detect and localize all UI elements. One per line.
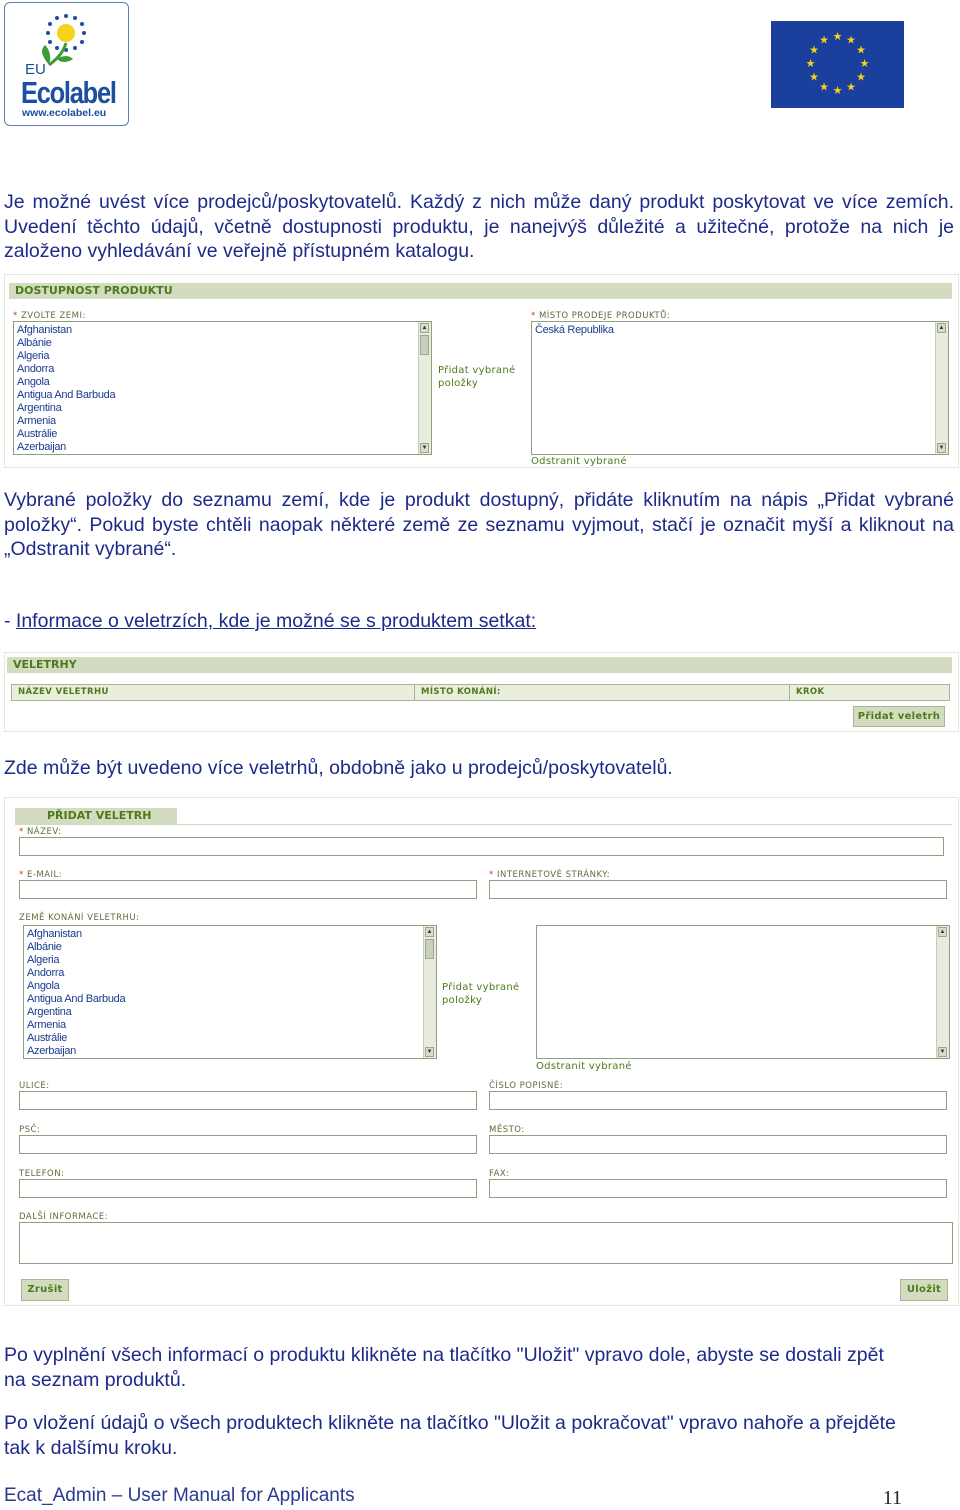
number-input[interactable]	[489, 1091, 947, 1110]
fair-country-scrollbar[interactable]	[423, 926, 436, 1058]
list-item[interactable]: Azerbaijan	[27, 1045, 76, 1057]
selected-listbox[interactable]	[531, 321, 949, 455]
name-input[interactable]	[19, 837, 944, 856]
list-item[interactable]: Antigua And Barbuda	[27, 993, 126, 1005]
add-fair-button[interactable]: Přidat veletrh	[853, 706, 945, 727]
name-label: * NÁZEV:	[19, 827, 62, 837]
country-scrollbar[interactable]	[418, 322, 431, 454]
scroll-up-icon[interactable]: ▲	[426, 929, 433, 935]
number-label: ČÍSLO POPISNÉ:	[489, 1081, 564, 1091]
availability-screenshot	[4, 274, 959, 468]
email-input[interactable]	[19, 880, 477, 899]
info-textarea[interactable]	[19, 1222, 953, 1264]
phone-input[interactable]	[19, 1179, 477, 1198]
list-item[interactable]: Česká Republika	[535, 324, 614, 336]
fair-selected-scrollbar[interactable]	[936, 926, 949, 1058]
svg-text:★: ★	[805, 57, 816, 70]
save-paragraph: Po vyplnění všech informací o produktu klikněte na tlačítko "Uložit" vpravo dole, abyste se dostali zpět na seznam produktů.	[4, 1344, 884, 1391]
web-input[interactable]	[489, 880, 947, 899]
fair-country-listbox[interactable]	[23, 925, 437, 1059]
list-item[interactable]: Andorra	[27, 967, 65, 979]
list-item[interactable]: Antigua And Barbuda	[17, 389, 116, 401]
country-listbox[interactable]	[13, 321, 432, 455]
svg-text:★: ★	[809, 43, 819, 57]
fairs-screenshot	[4, 652, 959, 732]
list-item[interactable]: Albánie	[27, 941, 62, 953]
choose-country-label: * ZVOLTE ZEMI:	[13, 311, 86, 321]
phone-label: TELEFON:	[19, 1169, 65, 1179]
fair-country-options	[24, 926, 436, 1058]
scroll-thumb[interactable]	[425, 939, 434, 959]
fax-input[interactable]	[489, 1179, 947, 1198]
selected-places-label: * MÍSTO PRODEJE PRODUKTŮ:	[531, 311, 671, 321]
remove-selected-link[interactable]: Odstranit vybrané	[531, 456, 627, 467]
fair-add-selected-link[interactable]: Přidat vybrané položky	[442, 982, 520, 1006]
list-item[interactable]: Angola	[27, 980, 60, 992]
fax-label: FAX:	[489, 1169, 510, 1179]
scroll-thumb[interactable]	[420, 335, 429, 355]
web-label: * INTERNETOVÉ STRÁNKY:	[489, 870, 611, 880]
list-item[interactable]: Austrálie	[17, 428, 58, 440]
scroll-down-icon[interactable]: ▼	[938, 445, 945, 451]
zip-label: PSČ:	[19, 1125, 41, 1135]
add-fair-screenshot	[4, 797, 959, 1306]
svg-text:★: ★	[832, 84, 843, 97]
continue-paragraph: Po vložení údajů o všech produktech klikněte na tlačítko "Uložit a pokračovat" vpravo nahoře a přejděte tak k dalšímu kroku.	[4, 1412, 896, 1459]
scroll-up-icon[interactable]: ▲	[421, 325, 428, 331]
logo-url: www.ecolabel.eu	[22, 107, 107, 119]
eu-flag	[771, 21, 904, 108]
availability-header: DOSTUPNOST PRODUKTU	[9, 283, 952, 299]
selected-options	[532, 322, 948, 337]
scroll-up-icon[interactable]: ▲	[938, 325, 945, 331]
svg-text:★: ★	[846, 80, 856, 94]
list-item[interactable]: Afghanistan	[17, 324, 72, 336]
list-item[interactable]: Austrálie	[27, 1032, 68, 1044]
svg-text:★: ★	[859, 57, 870, 70]
list-item[interactable]: Afghanistan	[27, 928, 82, 940]
fairs-intro: - Informace o veletrzích, kde je možné se s produktem setkat:	[4, 610, 537, 632]
cancel-button[interactable]: Zrušit	[21, 1279, 69, 1301]
countries-label: ZEMĚ KONÁNÍ VELETRHU:	[19, 913, 140, 923]
city-label: MĚSTO:	[489, 1125, 525, 1135]
ecolabel-logo	[4, 2, 129, 126]
list-item[interactable]: Albánie	[17, 337, 52, 349]
fair-place-column: MÍSTO KONÁNÍ:	[415, 685, 790, 700]
zip-input[interactable]	[19, 1135, 477, 1154]
country-options	[14, 322, 431, 454]
header-rule	[15, 824, 952, 825]
list-item[interactable]: Angola	[17, 376, 50, 388]
list-item[interactable]: Armenia	[27, 1019, 66, 1031]
list-item[interactable]: Argentina	[27, 1006, 72, 1018]
street-label: ULICE:	[19, 1081, 50, 1091]
add-fair-header: PŘIDAT VELETRH	[15, 808, 177, 824]
scroll-down-icon[interactable]: ▼	[421, 445, 428, 451]
list-item[interactable]: Algeria	[27, 954, 60, 966]
svg-text:★: ★	[856, 70, 866, 84]
fairs-intro-link: Informace o veletrzích, kde je možné se s produktem setkat:	[15, 610, 537, 632]
list-item[interactable]: Andorra	[17, 363, 55, 375]
list-item[interactable]: Argentina	[17, 402, 62, 414]
svg-text:★: ★	[856, 43, 866, 57]
fair-remove-selected-link[interactable]: Odstranit vybrané	[536, 1061, 632, 1072]
svg-text:★: ★	[832, 30, 843, 43]
list-item[interactable]: Algeria	[17, 350, 50, 362]
email-label: * E-MAIL:	[19, 870, 63, 880]
info-label: DALŠÍ INFORMACE:	[19, 1212, 109, 1222]
footer-title: Ecat_Admin – User Manual for Applicants	[4, 1485, 355, 1506]
fair-step-column: KROK	[796, 687, 825, 697]
svg-text:★: ★	[809, 70, 819, 84]
intro-paragraph: Je možné uvést více prodejců/poskytovatelů. Každý z nich může daný produkt poskytovat ve více zemích. Uvedení těchto údajů, včetně dostupnosti produktu, je nanejvýš důležité a užitečné, protože na nich je založeno vyhledávání ve veřejně přístupném katalogu.	[4, 191, 954, 262]
fairs-paragraph: Zde může být uvedeno více veletrhů, obdobně jako u prodejců/poskytovatelů.	[4, 757, 673, 779]
list-item[interactable]: Armenia	[17, 415, 56, 427]
city-input[interactable]	[489, 1135, 947, 1154]
fairs-header: VELETRHY	[7, 657, 952, 673]
fair-name-column: NÁZEV VELETRHU	[12, 685, 415, 700]
scroll-down-icon[interactable]: ▼	[426, 1049, 433, 1055]
page-number: 11	[882, 1487, 902, 1509]
add-selected-link[interactable]: Přidat vybrané položky	[438, 365, 516, 389]
svg-text:★: ★	[819, 80, 829, 94]
logo-prefix: EU	[25, 61, 46, 78]
availability-paragraph: Vybrané položky do seznamu zemí, kde je produkt dostupný, přidáte kliknutím na nápis „Přidat vybrané položky“. Pokud byste chtěli naopak některé země ze seznamu vyjmout, stačí je označit myší a kliknout na „Odstranit vybrané“.	[4, 489, 954, 560]
eu-stars-icon	[771, 21, 904, 108]
street-input[interactable]	[19, 1091, 477, 1110]
logo-name: Ecolabel	[21, 75, 116, 110]
selected-scrollbar[interactable]	[935, 322, 948, 454]
save-button[interactable]: Uložit	[900, 1279, 948, 1301]
svg-text:★: ★	[819, 33, 829, 47]
fair-selected-listbox[interactable]	[536, 925, 950, 1059]
svg-text:★: ★	[846, 33, 856, 47]
scroll-up-icon[interactable]: ▲	[939, 929, 946, 935]
fairs-table-header	[11, 684, 950, 701]
scroll-down-icon[interactable]: ▼	[939, 1049, 946, 1055]
list-item[interactable]: Azerbaijan	[17, 441, 66, 453]
